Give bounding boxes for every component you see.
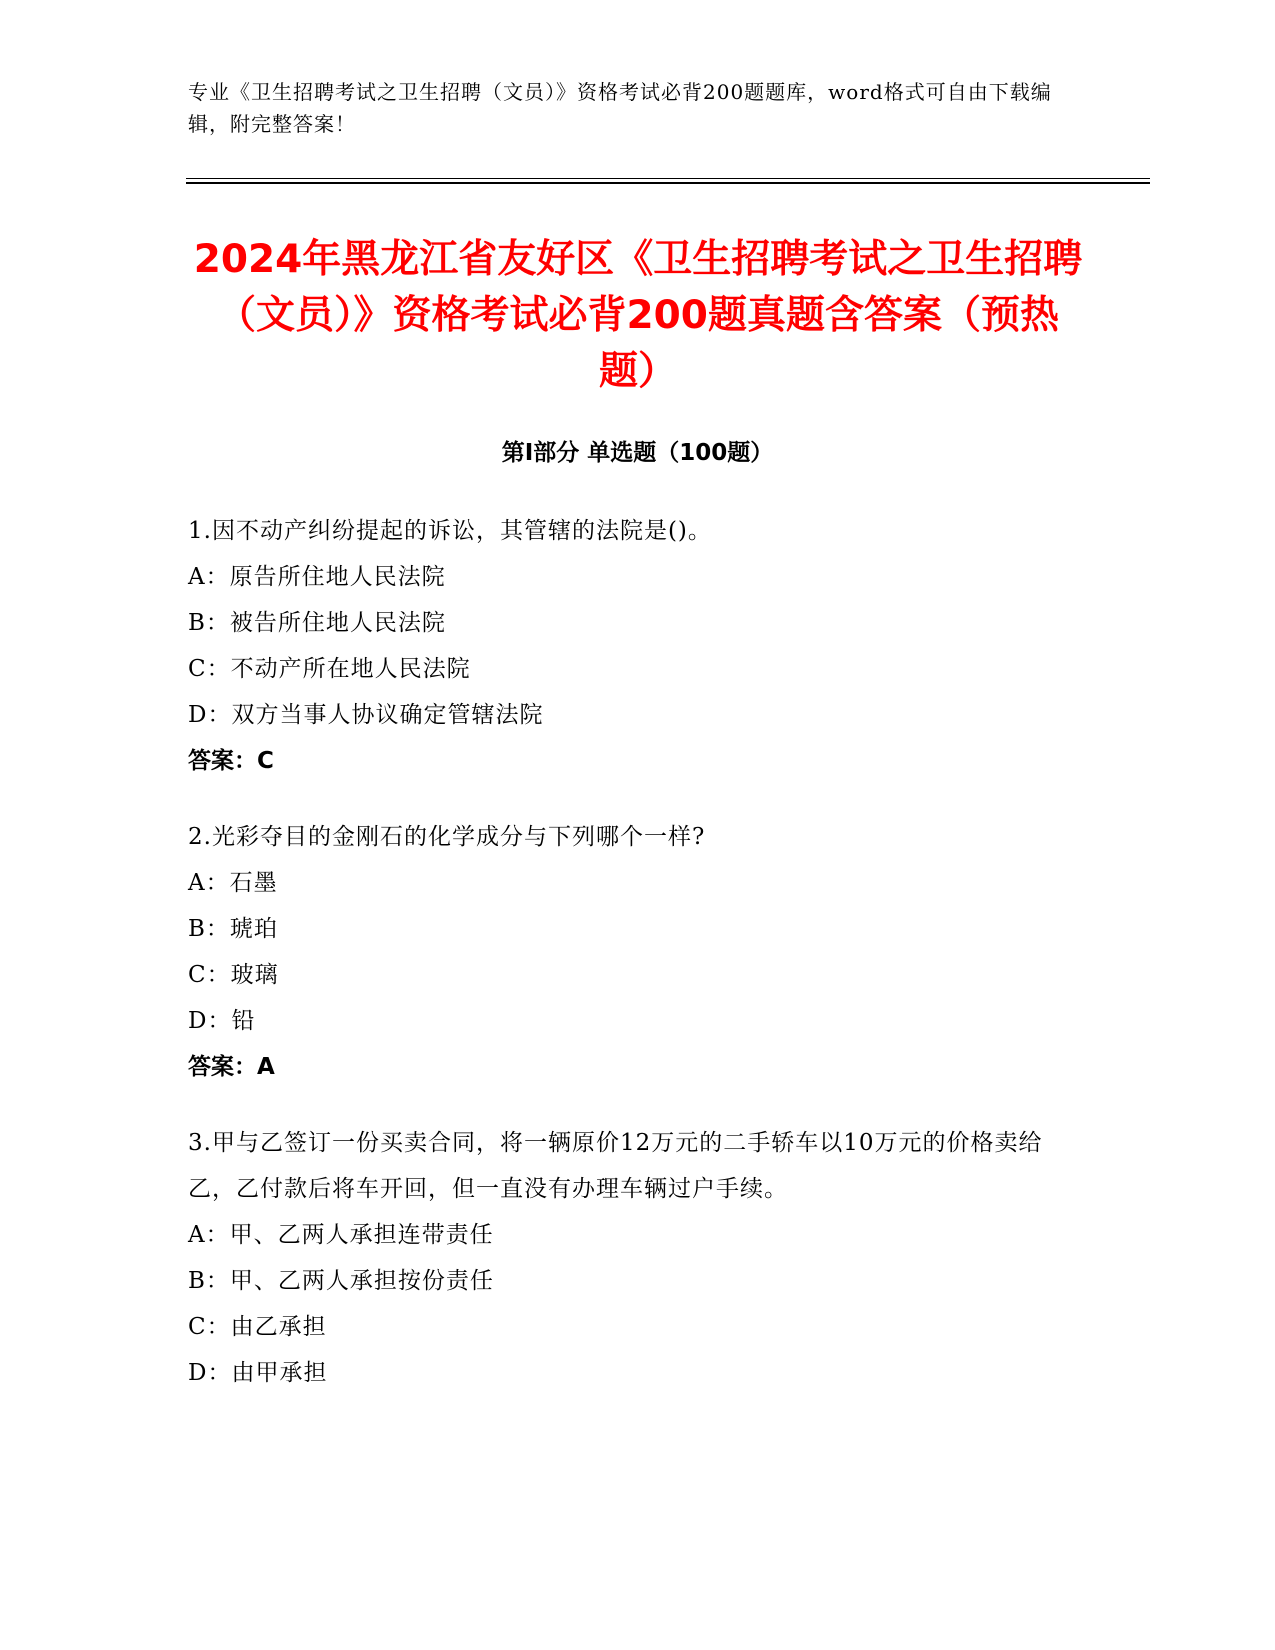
option-c: C：由乙承担 [188,1314,327,1340]
header-divider-thick [186,182,1150,184]
question-2 [188,814,1068,1090]
answer-line: 答案：C [188,748,274,774]
option-a: A：原告所住地人民法院 [188,564,446,590]
document-intro: 专业《卫生招聘考试之卫生招聘（文员）》资格考试必背200题题库，word格式可自由下载编辑，附完整答案！ [188,80,1052,136]
answer-line: 答案：A [188,1054,275,1080]
option-a: A：甲、乙两人承担连带责任 [188,1222,494,1248]
option-a: A：石墨 [188,870,278,896]
question-1 [188,508,1068,784]
option-b: B：甲、乙两人承担按份责任 [188,1268,494,1294]
header-divider-thin [186,178,1150,179]
option-b: B：琥珀 [188,916,278,942]
question-3 [188,1120,1068,1396]
option-d: D：由甲承担 [188,1360,328,1386]
option-b: B：被告所住地人民法院 [188,610,446,636]
option-d: D：双方当事人协议确定管辖法院 [188,702,544,728]
question-stem: 2.光彩夺目的金刚石的化学成分与下列哪个一样? [188,824,706,850]
section-heading: 第I部分 单选题（100题） [501,440,774,466]
document-title: 2024年黑龙江省友好区《卫生招聘考试之卫生招聘（文员）》资格考试必背200题真题含答案（预热题） [193,237,1083,394]
question-stem: 1.因不动产纠纷提起的诉讼，其管辖的法院是()。 [188,518,712,544]
option-c: C：玻璃 [188,962,279,988]
question-stem: 3.甲与乙签订一份买卖合同，将一辆原价12万元的二手轿车以10万元的价格卖给乙，乙付款后将车开回，但一直没有办理车辆过户手续。 [188,1130,1043,1202]
option-c: C：不动产所在地人民法院 [188,656,471,682]
option-d: D：铅 [188,1008,256,1034]
